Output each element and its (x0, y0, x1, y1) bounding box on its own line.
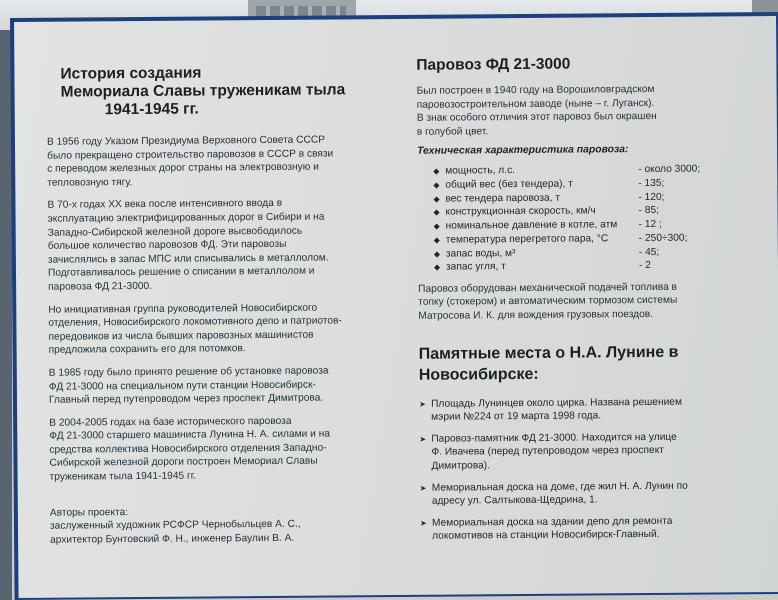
specs-title: Техническая характеристика паровоза: (417, 144, 629, 158)
history-paragraph-3: Но инициативная группа руководителей Новосибирского отделения, Новосибирского локомотивного депо и патриотов- передовиков из числа бывших паровозных машинистов предложила сохранить его для потомков. (48, 302, 342, 357)
history-title-line: Мемориала Славы труженикам тыла (60, 81, 346, 101)
spec-item: ◆ температура перегретого пара, °С - 250÷300; (433, 232, 688, 246)
history-paragraph-1: В 1956 году Указом Президиума Верховного Совета СССР было прекращено строительство паровозов в СССР в связи с переводом железных дорог страны на электровозную и тепловозную тягу. (46, 134, 334, 189)
authors-list: заслуженный художник РСФСР Чернобыльцев А. С., архитектор Бунтовский Ф. Н., инженер Баулин В. А. (49, 518, 301, 546)
memorial-places-list (419, 395, 750, 544)
spec-item: ◆ номинальное давление в котле, атм - 12 ; (433, 219, 662, 232)
place-item: ➤ Паровоз-памятник ФД 21-3000. Находится на улице Ф. Ивачева (перед путепроводом через проспект Димитрова). (419, 431, 677, 472)
spec-item: ◆ вес тендера паровоза, т - 120; (433, 191, 665, 205)
sign-frame (10, 12, 778, 600)
memorial-places-title: Памятные места о Н.А. Лунине в Новосибирске: (418, 343, 679, 384)
spec-item: ◆ запас воды, м³ - 45; (433, 246, 660, 260)
arrow-bullet-icon: ➤ (419, 399, 426, 409)
diamond-bullet-icon: ◆ (433, 208, 440, 218)
diamond-bullet-icon: ◆ (433, 249, 441, 259)
spec-item: ◆ конструкционная скорость, км/ч - 85; (433, 205, 659, 219)
info-board (14, 16, 778, 598)
equipment-text: Паровоз оборудован механической подачей топлива в топку (стокером) и автоматическим тормозом системы Матросова И. К. для вождения грузовых поездов. (418, 281, 678, 322)
diamond-bullet-icon: ◆ (433, 235, 440, 245)
history-paragraph-2: В 70-х годах XX века после интенсивного ввода в эксплуатацию электрифицированных дорог в Сибири и на Западно-Сибирской железной дороге высвободилось большое количество паровозов ФД. Эти паровозы зачислялись в запас МПС или списывались в металлолом. Подготавливалось решение о списании в металлолом и паровоза ФД 21-3000. (47, 198, 329, 293)
spec-item: ◆ запас угля, т - 2 (433, 260, 651, 273)
history-title-line: 1941-1945 гг. (104, 100, 199, 119)
diamond-bullet-icon: ◆ (433, 167, 440, 177)
place-item: ➤ Мемориальная доска на здании депо для ремонта локомотивов на станции Новосибирск-Главный. (419, 515, 673, 543)
spec-item: ◆ мощность, л.с. - около 3000; (433, 163, 701, 177)
diamond-bullet-icon: ◆ (433, 180, 440, 190)
place-item: ➤ Мемориальная доска на доме, где жил Н. А. Лунин по адресу ул. Салтыкова-Щедрина, 1. (419, 480, 688, 507)
history-column (46, 63, 390, 556)
diamond-bullet-icon: ◆ (433, 262, 441, 272)
authors-label: Авторы проекта: (49, 506, 129, 519)
arrow-bullet-icon: ➤ (419, 483, 427, 493)
arrow-bullet-icon: ➤ (419, 518, 427, 528)
diamond-bullet-icon: ◆ (433, 194, 440, 204)
locomotive-title: Паровоз ФД 21-3000 (416, 55, 571, 74)
locomotive-column (416, 54, 750, 552)
history-title-line: История создания (60, 64, 202, 83)
place-item: ➤ Площадь Лунинцев около цирка. Названа решением мэрии №224 от 19 марта 1998 года. (419, 396, 682, 423)
diamond-bullet-icon: ◆ (433, 221, 440, 231)
locomotive-intro: Был построен в 1940 году на Ворошиловградском паровозостроительном заводе (ныне – г. Луганск). В знак особого отличия этот паровоз был окрашен в голубой цвет. (416, 83, 657, 138)
spec-item: ◆ общий вес (без тендера), т - 135; (433, 177, 665, 191)
history-title (60, 63, 386, 120)
specs-list (417, 163, 748, 275)
arrow-bullet-icon: ➤ (419, 434, 427, 444)
history-paragraph-5: В 2004-2005 годах на базе исторического паровоза ФД 21-3000 старшего машиниста Лунина Н. А. силами и на средства коллектива Новосибирского отделения Западно- Сибирской железной дороги построен Мемориал Славы труженикам тыла 1941-1945 гг. (49, 415, 331, 483)
history-paragraph-4: В 1985 году было принято решение об установке паровоза ФД 21-3000 на специальном пути станции Новосибирск- Главный перед путепроводом через проспект Димитрова. (48, 365, 329, 406)
